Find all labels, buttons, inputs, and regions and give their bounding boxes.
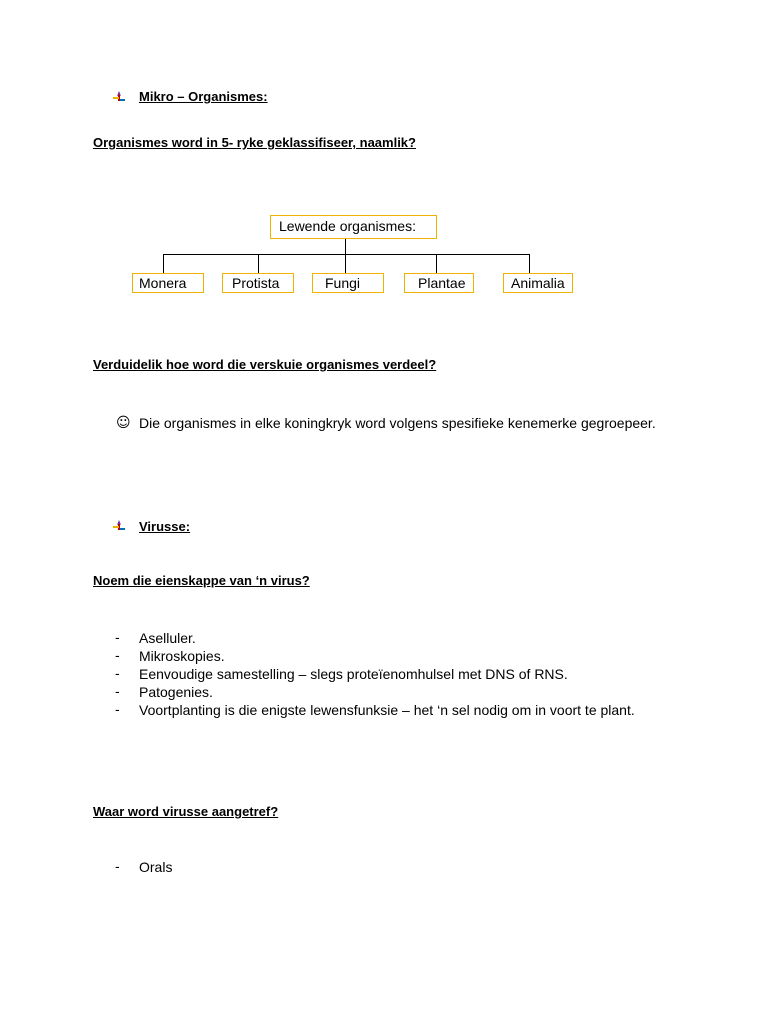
question-division: Verduidelik hoe word die verskuie organismes verdeel?	[93, 357, 437, 372]
diagram-box-monera: Monera	[132, 273, 204, 293]
connector-fungi	[345, 254, 346, 273]
diagram-root-box: Lewende organismes:	[270, 215, 437, 239]
list-bullet: -	[115, 858, 120, 874]
list-item: Eenvoudige samestelling – slegs proteïenomhulsel met DNS of RNS.	[139, 666, 568, 682]
diagram-box-animalia: Animalia	[503, 273, 573, 293]
diagram-box-fungi: Fungi	[312, 273, 384, 293]
list-item: Voortplanting is die enigste lewensfunksie – het ‘n sel nodig om in voort te plant.	[139, 702, 635, 718]
connector-protista	[258, 254, 259, 273]
list-item: Orals	[139, 859, 173, 875]
connector-plantae	[436, 254, 437, 273]
list-bullet: -	[115, 665, 120, 681]
arrow-bullet-icon	[113, 520, 125, 532]
question-virus-properties: Noem die eienskappe van ‘n virus?	[93, 573, 310, 588]
question-virus-location: Waar word virusse aangetref?	[93, 804, 279, 819]
connector-monera	[163, 254, 164, 273]
list-bullet: -	[115, 629, 120, 645]
list-item: Aselluler.	[139, 630, 196, 646]
question-classification: Organismes word in 5- ryke geklassifiseer, naamlik?	[93, 135, 416, 150]
arrow-bullet-icon	[113, 91, 125, 103]
list-bullet: -	[115, 683, 120, 699]
answer-division: Die organismes in elke koningkryk word volgens spesifieke kenemerke gegroepeer.	[139, 415, 656, 431]
connector-horizontal	[163, 254, 530, 255]
section-title-virusse: Virusse:	[139, 519, 191, 534]
list-bullet: -	[115, 701, 120, 717]
connector-root	[345, 239, 346, 254]
smiley-icon: ☺	[116, 415, 131, 431]
diagram-box-plantae: Plantae	[404, 273, 474, 293]
diagram-box-protista: Protista	[222, 273, 294, 293]
section-title-mikro-organismes: Mikro – Organismes:	[139, 89, 268, 104]
connector-animalia	[529, 254, 530, 273]
list-item: Mikroskopies.	[139, 648, 225, 664]
list-bullet: -	[115, 647, 120, 663]
list-item: Patogenies.	[139, 684, 213, 700]
